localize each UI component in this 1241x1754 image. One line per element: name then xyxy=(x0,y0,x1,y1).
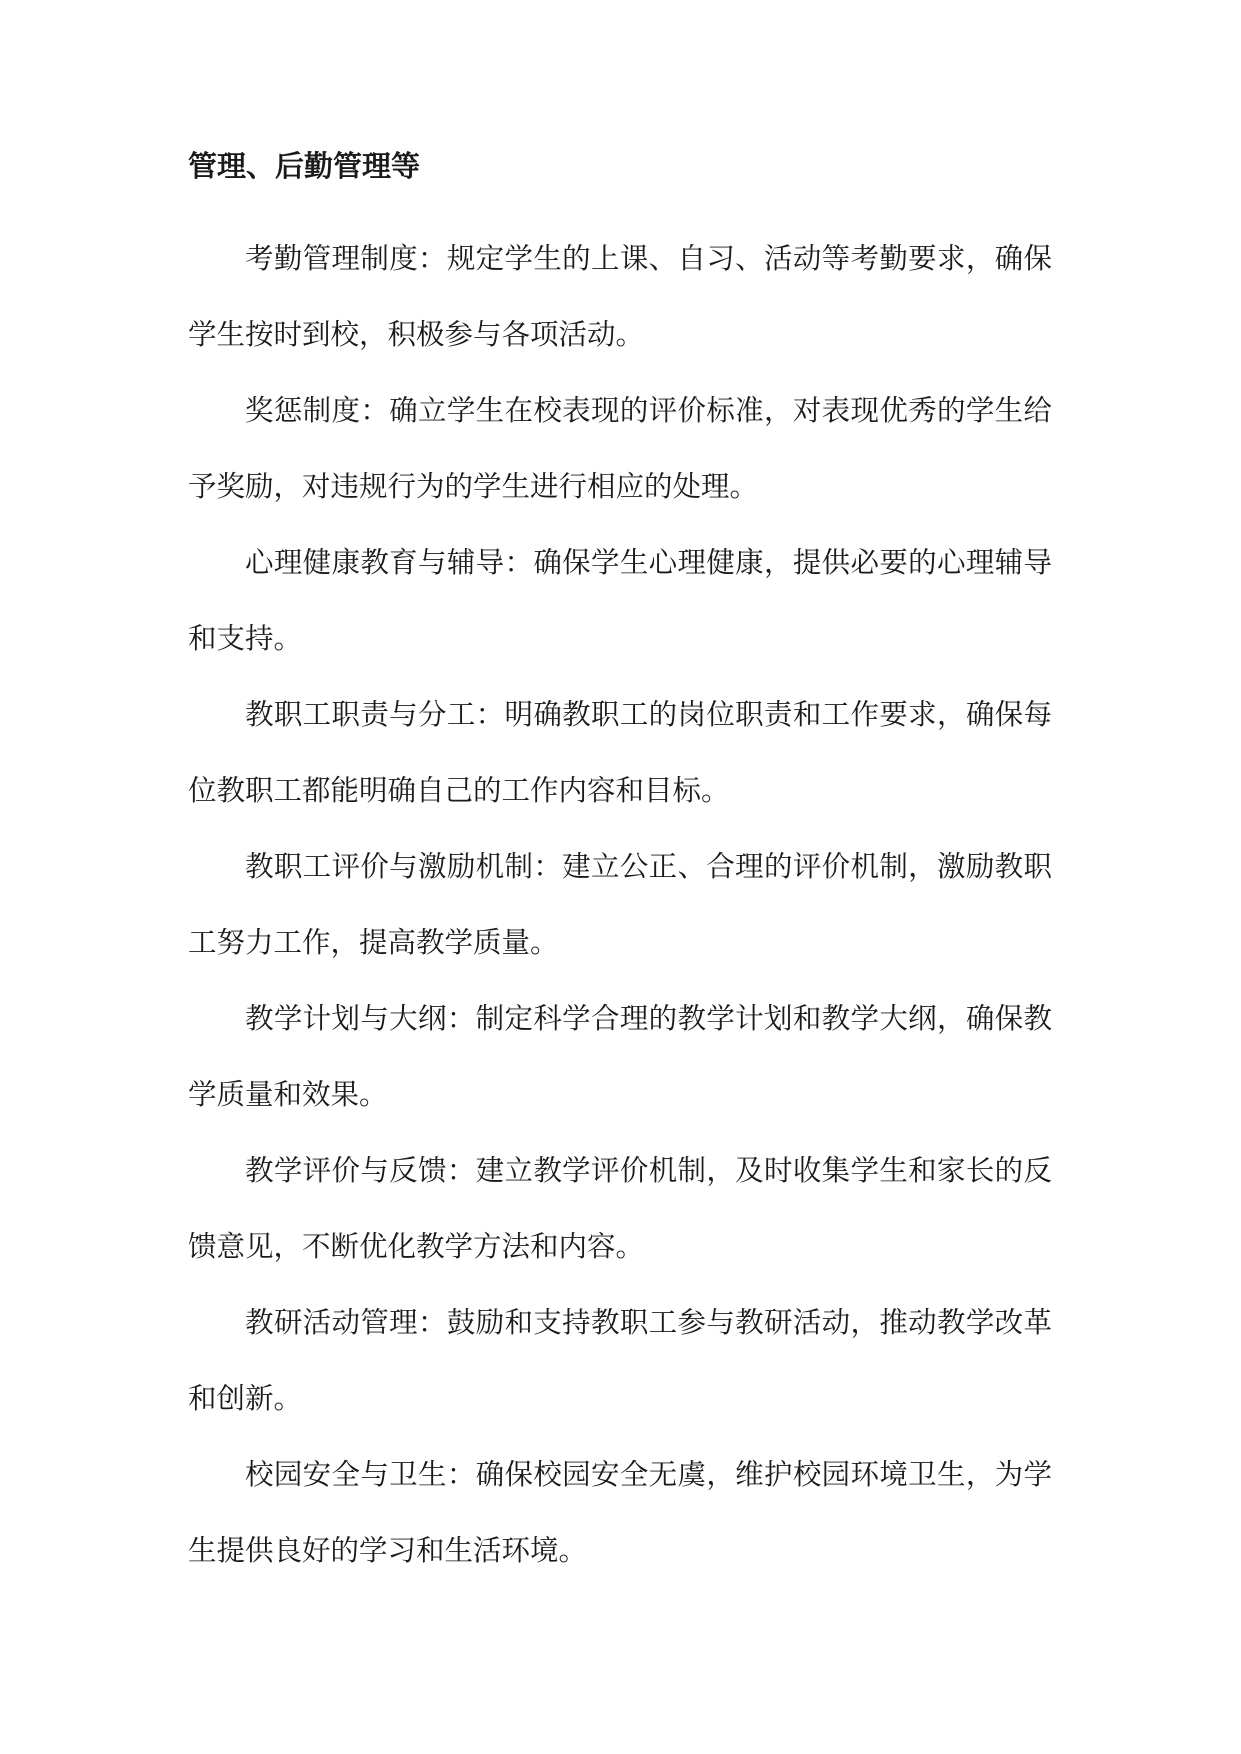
document-body xyxy=(188,146,1052,1589)
section-heading: 管理、后勤管理等 xyxy=(188,149,421,183)
paragraph-teaching-plan: 教学计划与大纲：制定科学合理的教学计划和教学大纲，确保教学质量和效果。 xyxy=(188,1002,1052,1111)
paragraph-attendance: 考勤管理制度：规定学生的上课、自习、活动等考勤要求，确保学生按时到校，积极参与各项活动。 xyxy=(188,242,1052,351)
paragraph-campus-safety: 校园安全与卫生：确保校园安全无虞，维护校园环境卫生，为学生提供良好的学习和生活环境。 xyxy=(188,1458,1052,1567)
paragraph-staff-duties: 教职工职责与分工：明确教职工的岗位职责和工作要求，确保每位教职工都能明确自己的工作内容和目标。 xyxy=(188,698,1052,807)
paragraph-rewards: 奖惩制度：确立学生在校表现的评价标准，对表现优秀的学生给予奖励，对违规行为的学生进行相应的处理。 xyxy=(188,394,1052,503)
paragraph-staff-evaluation: 教职工评价与激励机制：建立公正、合理的评价机制，激励教职工努力工作，提高教学质量。 xyxy=(188,850,1052,959)
paragraph-mental-health: 心理健康教育与辅导：确保学生心理健康，提供必要的心理辅导和支持。 xyxy=(188,546,1052,655)
paragraph-research-activities: 教研活动管理：鼓励和支持教职工参与教研活动，推动教学改革和创新。 xyxy=(188,1306,1052,1415)
paragraph-teaching-feedback: 教学评价与反馈：建立教学评价机制，及时收集学生和家长的反馈意见，不断优化教学方法和内容。 xyxy=(188,1154,1052,1263)
